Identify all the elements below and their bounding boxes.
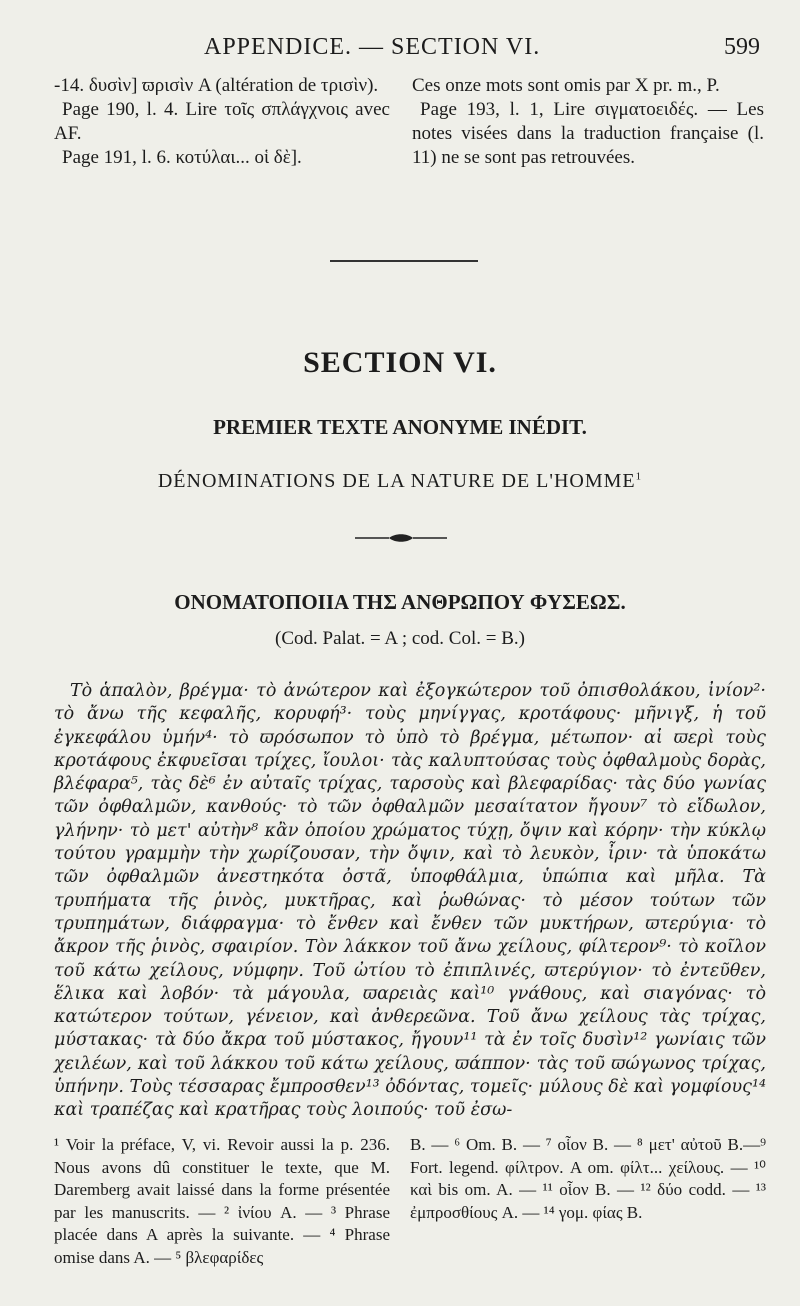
note-paragraph: Page 190, l. 4. Lire τοῖς σπλάγχνοις avec AF. (54, 99, 390, 144)
note-paragraph: Ces onze mots sont omis par X pr. m., P. (412, 75, 720, 96)
subtitle-text: DÉNOMINATIONS DE LA NATURE DE L'HOMME (157, 470, 636, 492)
running-title: APPENDICE. — SECTION VI. (204, 34, 541, 60)
page-number: 599 (724, 34, 760, 60)
top-notes-right-column (412, 74, 764, 170)
footnote-text: B. — ⁶ Om. B. — ⁷ οἷον B. — ⁸ μετ' αὐτοῦ B.—⁹ Fort. legend. φίλτρον. A om. φίλτ... χείλους. — ¹⁰ καὶ bis om. A. — ¹¹ οἷον B. — ¹² δύο codd. — ¹³ ἐμπροσθίους A. — ¹⁴ γομ. φίας B. (410, 1135, 766, 1222)
footnote-text: ¹ Voir la préface, V, vi. Revoir aussi la p. 236. Nous avons dû constituer le texte, que M. Daremberg avait laissé dans la forme présentée par les manuscrits. — ² ἰνίου A. — ³ Phrase placée dans A après la suivante. — ⁴ Phrase omise dans A. — ⁵ βλεφαρίδες (54, 1135, 390, 1267)
greek-title: ΟΝΟΜΑΤΟΠΟΙΙΑ ΤΗΣ ΑΝΘΡΩΠΟΥ ΦΥΣΕΩΣ. (174, 590, 626, 614)
footnote-marker: 1 (635, 470, 643, 483)
note-paragraph: Page 191, l. 6. κοτύλαι... οἱ δὲ]. (62, 147, 302, 168)
section-subtitle: PREMIER TEXTE ANONYME INÉDIT. (213, 415, 587, 439)
codices-note: (Cod. Palat. = A ; cod. Col. = B.) (275, 628, 525, 649)
note-paragraph: -14. δυσὶν] ϖρισὶν A (altération de τρισὶν). (54, 75, 379, 96)
footnotes-left-column (54, 1134, 390, 1269)
section-divider-rule (330, 260, 478, 262)
ornament-flourish-icon (355, 532, 447, 544)
section-subtitle-secondary (0, 470, 800, 493)
footnotes-right-column (410, 1134, 766, 1224)
main-text-paragraph: Τὸ ἁπαλὸν, βρέγμα· τὸ ἀνώτερον καὶ ἐξογκώτερον τοῦ ὀπισθολάκου, ἰνίον²· τὸ ἄνω τῆς κεφαλῆς, κορυφή³· τοὺς μηνίγγας, κροτάφους· μῆνιγξ, ἡ τοῦ ἐγκεφάλου ὑμήν⁴· τὸ ϖρόσωπον τὸ ὑπὸ τὸ βρέγμα, μέτωπον· αἱ ϖερὶ τοὺς κροτάφους ἐκφυεῖσαι τρίχες, ἴουλοι· τὰς καλυπτούσας τοὺς ὀφθαλμοὺς δορὰς, βλέφαρα⁵, τὰς δὲ⁶ ἐν αὐταῖς τρίχας, ταρσοὺς καὶ βλεφαρίδας· τὰς δύο γωνίας τῶν ὀφθαλμῶν, κανθούς· τὸ τῶν ὀφθαλμῶν μεσαίτατον ἤγουν⁷ τὸ εἴδωλον, γλήνην· τὸ μετ' αὐτὴν⁸ κἂν ὁποίου χρώματος τύχῃ, ὄψιν καὶ κόρην· τὴν κύκλῳ τούτου γραμμὴν τὴν χωρίζουσαν, τὴν ὄψιν, καὶ τὸ λευκὸν, ἶριν· τὰ ὑποκάτω τῶν ὀφθαλμῶν ἀνεστηκότα ὀστᾶ, ὑποφθάλμια, ὑπώπια καὶ μῆλα. Τὰ τρυπήματα τῆς ῥινὸς, μυκτῆρας, καὶ ῥωθώνας· τὸ μέσον τούτων τῶν τρυπημάτων, διάφραγμα· τὸ ἔνθεν καὶ ἔνθεν τῶν μυκτήρων, ϖτερύγια· τὸ ἄκρον τῆς ῥινὸς, σφαιρίον. Τὸν λάκκον τοῦ ἄνω χείλους, φίλτερον⁹· τὸ κοῖλον τοῦ κάτω χείλους, νύμφην. Τοῦ ὠτίου τὸ ἐπιπλινές, ϖτερύγιον· τὸ ἐντεῦθεν, ἕλικα καὶ λοβόν· τὰ μάγουλα, ϖαρειὰς καὶ¹⁰ γνάθους, καὶ σιαγόνας· τὸ κατώτερον τούτων, γένειον, καὶ ἀνθερεῶνα. Τοῦ ἄνω χείλους τὰς τρίχας, μύστακας· τὰ δύο ἄκρα τοῦ μύστακος, ἤγουν¹¹ τὰ ἐν τοῖς δυσὶν¹² γωνίαις τῶν χειλέων, καὶ τοῦ λάκκου τοῦ κάτω χείλους, ϖάππον· τὰς τοῦ ϖώγωνος τρίχας, ὑπήνην. Τοὺς τέσσαρας ἔμπροσθεν¹³ ὀδόντας, τομεῖς· μύλους δὲ καὶ γομφίους¹⁴ καὶ τραπέζας καὶ κρατῆρας τοὺς λοιπούς· τοῦ ἐσω- (54, 681, 766, 1121)
running-header (54, 34, 760, 64)
top-notes-left-column (54, 74, 390, 170)
footnotes (54, 1134, 766, 1294)
section-title: SECTION VI. (303, 346, 497, 379)
note-paragraph: Page 193, l. 1, Lire σιγματοειδές. — Les notes visées dans la traduction française (l. 11) ne se sont pas retrouvées. (412, 99, 764, 168)
main-text-block (54, 680, 766, 1123)
top-notes (54, 74, 764, 224)
